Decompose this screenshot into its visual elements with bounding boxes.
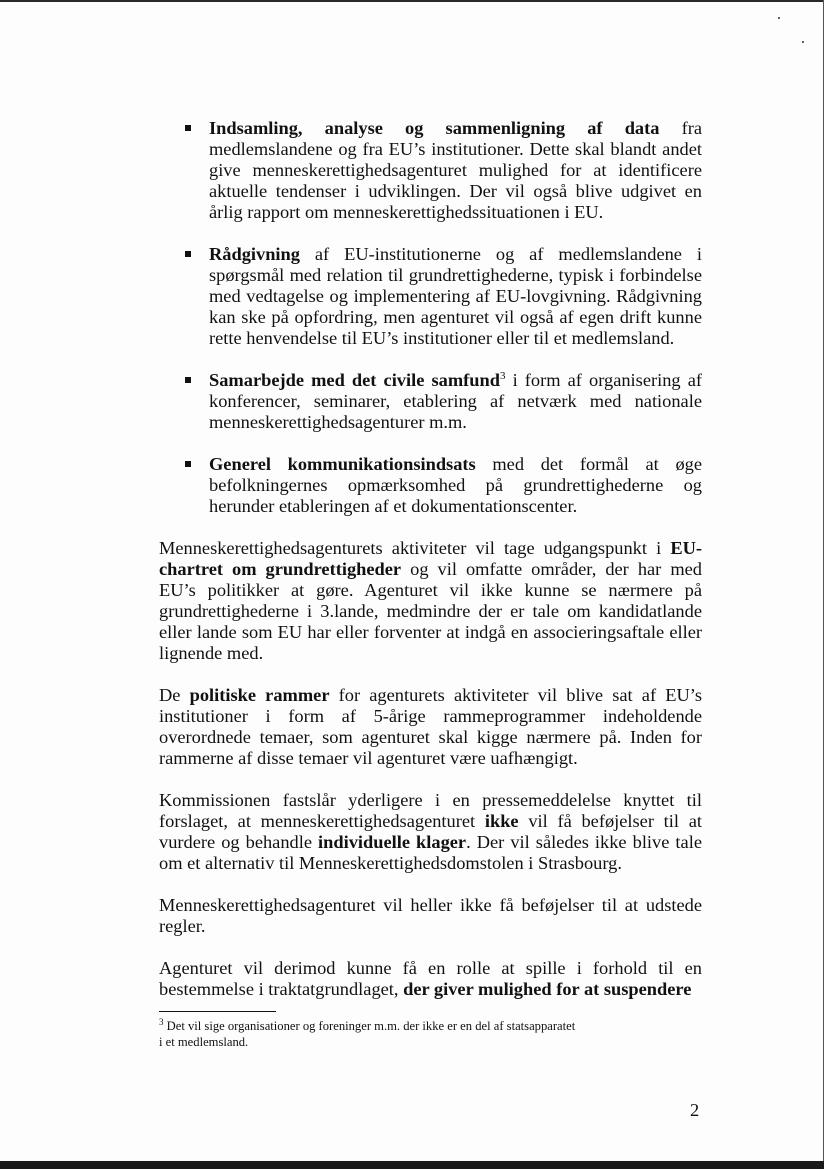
bullet-text: med det formål at øge befolkningernes opmærksomhed på grundrettighederne og herunder etableringen af et dokumentationscenter. <box>209 454 703 516</box>
text-run: vil få beføjelser til at vurdere og behandle <box>159 811 703 852</box>
activity-bullet-list <box>159 118 702 517</box>
footnote-number: 3 <box>159 1017 164 1027</box>
text-run: De <box>159 685 190 705</box>
paragraph-complaints <box>159 790 702 874</box>
square-bullet-icon <box>185 125 191 131</box>
bullet-item-advice <box>159 244 702 349</box>
bullet-item-communication <box>159 454 702 517</box>
page-number: 2 <box>690 1100 700 1120</box>
paragraph-scope <box>159 538 702 664</box>
bold-run: EU-chartret om grundrettigheder <box>159 538 702 579</box>
footnote-3 <box>159 1018 579 1050</box>
footnote-reference: 3 <box>499 370 506 382</box>
text-run: Menneskerettighedsagenturet vil heller ikke få beføjelser til at udstede regler. <box>159 895 702 936</box>
footnote-separator <box>159 1011 276 1012</box>
paragraph-treaty-role <box>159 958 702 1000</box>
bold-run: ikke <box>484 811 519 831</box>
footnote-text: Det vil sige organisationer og foreninger m.m. der ikke er en del af statsapparatet i et medlemsland. <box>159 1019 576 1049</box>
page-top-edge <box>0 0 824 2</box>
scan-speck <box>802 41 804 43</box>
text-run: Menneskerettighedsagenturets aktiviteter vil tage udgangspunkt i <box>159 538 671 558</box>
bullet-heading: Samarbejde med det civile samfund <box>209 370 500 390</box>
scan-speck <box>778 17 780 19</box>
document-body <box>159 118 702 1021</box>
square-bullet-icon <box>185 461 191 467</box>
bullet-text: af EU-institutionerne og af medlemslandene i spørgsmål med relation til grundrettighederne, typisk i forbindelse med vedtagelse og implementering af EU-lovgivning. Rådgivning kan ske på opfordring, men agenturet vil også af egen drift kunne rette henvendelse til EU’s institutioner eller til et medlemsland. <box>209 244 702 348</box>
bold-run: individuelle klager <box>318 832 467 852</box>
bold-run: der giver mulighed for at suspendere <box>403 979 692 999</box>
paragraph-political-framework <box>159 685 702 769</box>
text-run: for agenturets aktiviteter vil blive sat af EU’s institutioner i form af 5-årige rammeprogrammer indeholdende overordnede temaer, som agenturet skal kigge nærmere på. Inden for rammerne af disse temaer vil agenturet være uafhængigt. <box>159 685 702 768</box>
text-run: . Der vil således ikke blive tale om et alternativ til Menneskerettighedsdomstolen i Strasbourg. <box>159 832 702 873</box>
paragraph-rules <box>159 895 702 937</box>
bold-run: politiske rammer <box>189 685 330 705</box>
bullet-item-civil-society <box>159 370 702 433</box>
text-run: og vil omfatte områder, der har med EU’s politikker at gøre. Agenturet vil ikke kunne se nærmere på grundrettighederne i 3.lande, medmindre der er tale om kandidatlande eller lande som EU har eller forventer at indgå en associeringsaftale eller lignende med. <box>159 559 702 663</box>
bullet-heading: Indsamling, analyse og sammenligning af data <box>209 118 660 138</box>
bullet-text: i form af organisering af konferencer, seminarer, etablering af netværk med nationale menneskerettighedsagenturer m.m. <box>209 370 703 432</box>
text-run: Kommissionen fastslår yderligere i en pressemeddelelse knyttet til forslaget, at menneskerettighedsagenturet <box>159 790 702 831</box>
square-bullet-icon <box>185 251 191 257</box>
text-run: Agenturet vil derimod kunne få en rolle at spille i forhold til en bestemmelse i traktatgrundlaget, <box>159 958 702 999</box>
bullet-item-data-collection <box>159 118 702 223</box>
square-bullet-icon <box>185 377 191 383</box>
page-bottom-edge <box>0 1161 824 1169</box>
bullet-heading: Generel kommunikationsindsats <box>209 454 476 474</box>
bullet-heading: Rådgivning <box>209 244 300 264</box>
bullet-text: fra medlemslandene og fra EU’s institutioner. Dette skal blandt andet give menneskerettighedsagenturet mulighed for at identificere aktuelle tendenser i udviklingen. Der vil også blive udgivet en årlig rapport om menneskerettighedssituationen i EU. <box>209 118 702 222</box>
